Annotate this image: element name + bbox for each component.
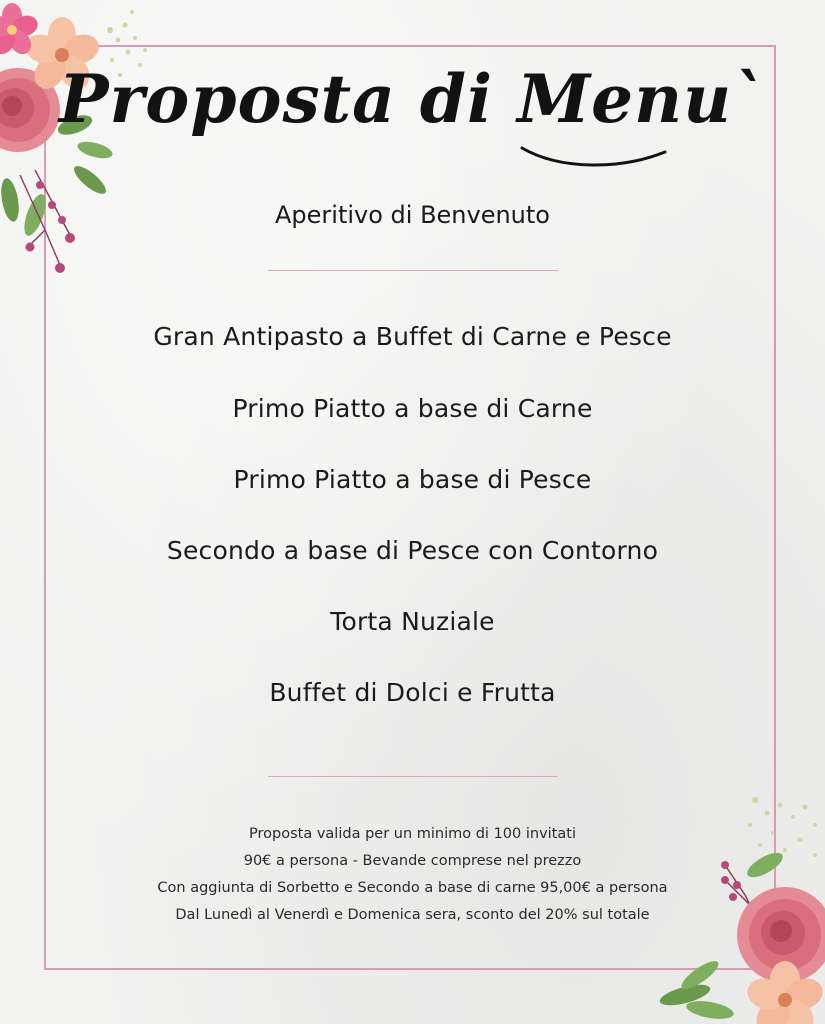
course-item: Buffet di Dolci e Frutta [269,678,556,707]
note-minimum-guests: Proposta valida per un minimo di 100 invitati [249,826,576,842]
course-item: Gran Antipasto a Buffet di Carne e Pesce [153,322,672,351]
course-item: Primo Piatto a base di Pesce [233,465,592,494]
course-item: Primo Piatto a base di Carne [232,394,593,423]
note-price: 90€ a persona - Bevande comprese nel prezzo [243,853,582,869]
top-divider [268,270,558,271]
course-item: Torta Nuziale [330,607,495,636]
floral-decoration-bottom-right-icon [655,785,825,1024]
floral-decoration-top-left-icon [0,0,160,285]
course-item: Secondo a base di Pesce con Contorno [166,536,659,565]
menu-title: Proposta di Menu` [58,60,767,138]
welcome-aperitif: Aperitivo di Benvenuto [274,201,550,229]
bottom-divider [268,776,558,777]
title-swash-icon [520,130,670,170]
note-addon-price: Con aggiunta di Sorbetto e Secondo a base di carne 95,00€ a persona [157,880,668,896]
note-discount: Dal Lunedì al Venerdì e Domenica sera, sconto del 20% sul totale [175,907,650,923]
